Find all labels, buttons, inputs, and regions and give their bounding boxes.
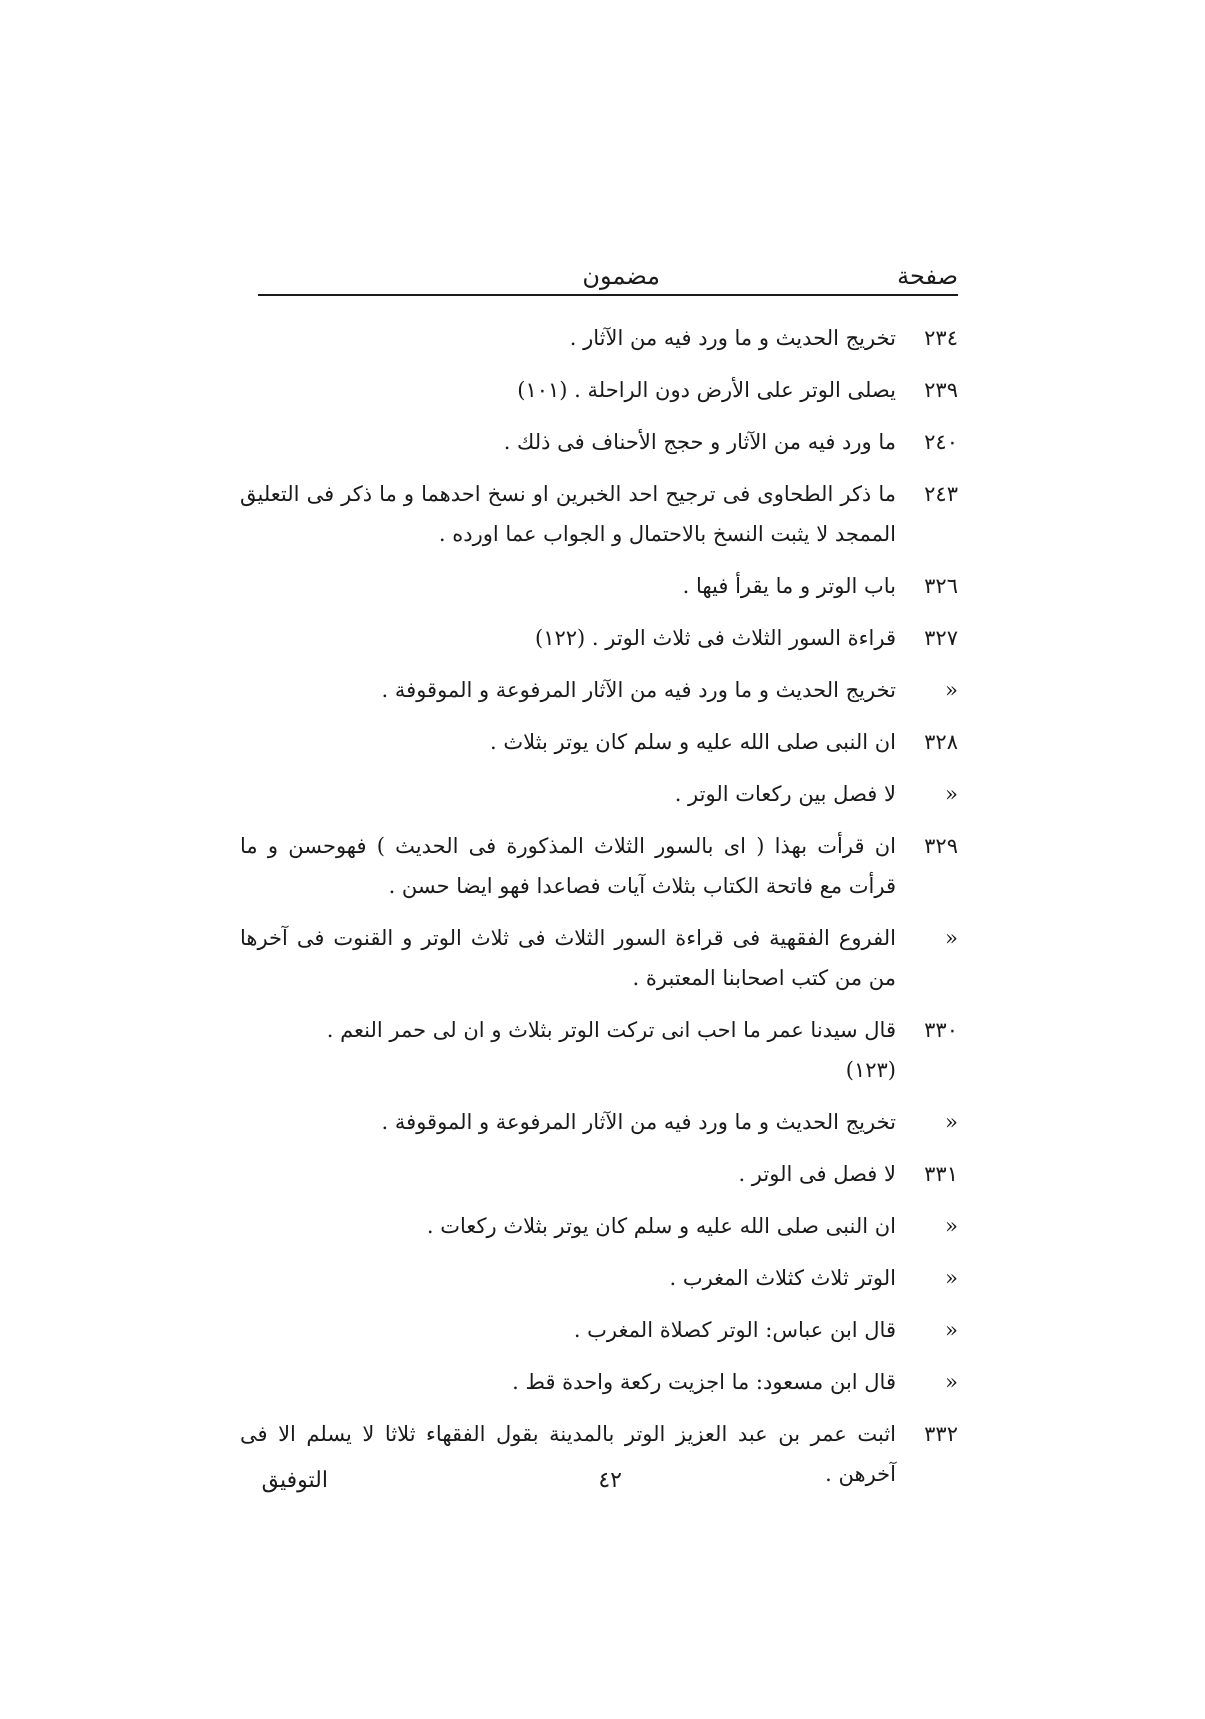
entry-page-number: ٢٣٤ <box>924 326 958 350</box>
list-item <box>240 318 958 358</box>
ditto-mark: « <box>945 926 958 950</box>
list-item <box>240 826 958 906</box>
entry-page-number: ٣٢٦ <box>924 574 958 598</box>
entry-text: ما ذكر الطحاوى فى ترجيح احد الخبرين او نسخ احدهما و ما ذكر فى التعليق الممجد لا يثبت النسخ بالاحتمال و الجواب عما اورده . <box>240 482 896 546</box>
entry-text: ان النبى صلى الله عليه و سلم كان يوتر بثلاث ركعات . <box>426 1214 896 1238</box>
entry-text: ان النبى صلى الله عليه و سلم كان يوتر بثلاث . <box>490 730 896 754</box>
list-item <box>240 1362 958 1402</box>
entry-page-number: ٣٢٩ <box>924 834 958 858</box>
header-divider <box>258 294 958 296</box>
entry-page-number: ٢٤٣ <box>924 482 958 506</box>
entry-text: قال ابن عباس: الوتر كصلاة المغرب . <box>573 1318 896 1342</box>
list-item <box>240 474 958 554</box>
catchword: التوفيق <box>261 1468 328 1493</box>
list-item <box>240 1154 958 1194</box>
page-column-heading: صفحة <box>897 262 958 290</box>
list-item <box>240 722 958 762</box>
entry-text: الوتر ثلاث كثلاث المغرب . <box>669 1266 896 1290</box>
entry-page-number: ٣٣٢ <box>924 1422 958 1446</box>
list-item <box>240 918 958 998</box>
entry-page-number: ٣٢٨ <box>924 730 958 754</box>
entry-page-number: ٣٣٠ <box>924 1018 958 1042</box>
entry-text: لا فصل بين ركعات الوتر . <box>674 782 896 806</box>
entry-text: يصلى الوتر على الأرض دون الراحلة . (١٠١) <box>517 378 896 402</box>
list-item <box>240 566 958 606</box>
ditto-mark: « <box>945 1266 958 1290</box>
contents-list <box>240 318 958 1494</box>
entry-page-number: ٢٤٠ <box>924 430 958 454</box>
entry-text: باب الوتر و ما يقرأ فيها . <box>682 574 896 598</box>
ditto-mark: « <box>945 1110 958 1134</box>
list-item <box>240 1102 958 1142</box>
entry-text: تخريج الحديث و ما ورد فيه من الآثار المرفوعة و الموقوفة . <box>381 1110 896 1134</box>
entry-page-number: ٣٣١ <box>924 1162 958 1186</box>
list-item <box>240 1010 958 1090</box>
list-item <box>240 1258 958 1298</box>
entry-text: قال سيدنا عمر ما احب انى تركت الوتر بثلاث و ان لى حمر النعم . (١٢٣) <box>326 1018 896 1082</box>
ditto-mark: « <box>945 678 958 702</box>
list-item <box>240 618 958 658</box>
entry-text: تخريج الحديث و ما ورد فيه من الآثار المرفوعة و الموقوفة . <box>381 678 896 702</box>
ditto-mark: « <box>945 1370 958 1394</box>
entry-text: قال ابن مسعود: ما اجزيت ركعة واحدة قط . <box>512 1370 896 1394</box>
entry-text: تخريج الحديث و ما ورد فيه من الآثار . <box>569 326 896 350</box>
list-item <box>240 774 958 814</box>
page-number: ٤٢ <box>598 1468 622 1493</box>
ditto-mark: « <box>945 1214 958 1238</box>
entry-text: لا فصل فى الوتر . <box>738 1162 896 1186</box>
list-item <box>240 370 958 410</box>
entry-text: اثبت عمر بن عبد العزيز الوتر بالمدينة بقول الفقهاء ثلاثا لا يسلم الا فى آخرهن . <box>240 1422 896 1486</box>
ditto-mark: « <box>945 782 958 806</box>
entry-text: ما ورد فيه من الآثار و حجج الأحناف فى ذلك . <box>503 430 896 454</box>
entry-page-number: ٢٣٩ <box>924 378 958 402</box>
entry-text: الفروع الفقهية فى قراءة السور الثلاث فى ثلاث الوتر و القنوت فى آخرها من من كتب اصحابنا المعتبرة . <box>240 926 896 990</box>
list-item <box>240 670 958 710</box>
entry-text: ان قرأت بهذا ( اى بالسور الثلاث المذكورة فى الحديث ) فهوحسن و ما قرأت مع فاتحة الكتاب بثلاث آيات فصاعدا فهو ايضا حسن . <box>240 834 896 898</box>
entry-page-number: ٣٢٧ <box>924 626 958 650</box>
page-footer <box>258 1468 958 1502</box>
entry-text: قراءة السور الثلاث فى ثلاث الوتر . (١٢٢) <box>534 626 896 650</box>
list-item <box>240 422 958 462</box>
subject-column-heading: مضمون <box>582 262 660 290</box>
ditto-mark: « <box>945 1318 958 1342</box>
list-item <box>240 1206 958 1246</box>
list-item <box>240 1310 958 1350</box>
table-header <box>258 262 958 296</box>
